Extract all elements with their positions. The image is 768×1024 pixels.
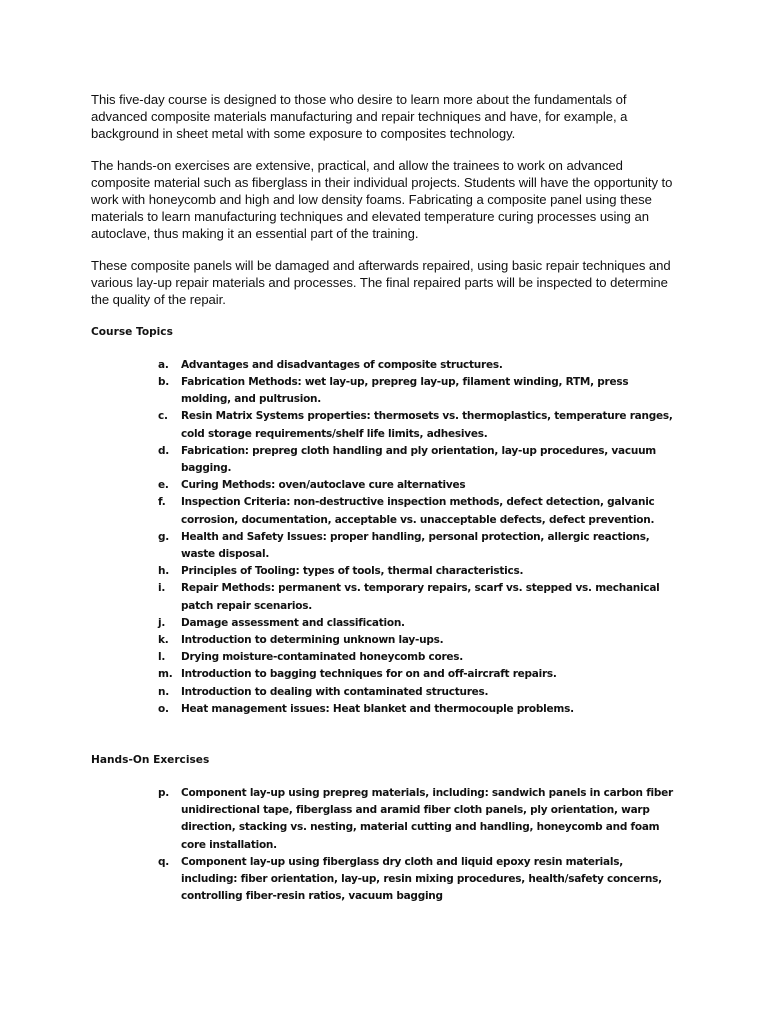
list-item-text: Introduction to determining unknown lay-ups. <box>181 634 444 647</box>
list-item-marker: q. <box>158 855 170 868</box>
list-item <box>158 632 681 649</box>
list-item-text: Repair Methods: permanent vs. temporary repairs, scarf vs. stepped vs. mechanical patch repair scenarios. <box>181 582 660 612</box>
list-item-marker: d. <box>158 444 170 457</box>
list-item-marker: l. <box>158 651 166 664</box>
list-item-text: Advantages and disadvantages of composite structures. <box>181 358 503 371</box>
list-item-text: Introduction to bagging techniques for on and off-aircraft repairs. <box>181 668 557 681</box>
intro-paragraph-2: The hands-on exercises are extensive, practical, and allow the trainees to work on advanced composite material such as fiberglass in their individual projects. Students will have the opportunity to work with honeycomb and high and low density foams. Fabricating a composite panel using these materials to learn manufacturing techniques and elevated temperature curing processes using an autoclave, thus making it an essential part of the training. <box>91 158 673 241</box>
list-item <box>158 615 681 632</box>
list-item-marker: f. <box>158 496 166 509</box>
list-item <box>158 494 681 528</box>
list-item-text: Introduction to dealing with contaminated structures. <box>181 685 489 698</box>
list-item-marker: i. <box>158 582 166 595</box>
list-item-text: Resin Matrix Systems properties: thermosets vs. thermoplastics, temperature ranges, cold storage requirements/shelf life limits, adhesives. <box>181 410 673 440</box>
list-item <box>158 563 681 580</box>
list-item-marker: p. <box>158 787 170 800</box>
list-item-marker: h. <box>158 565 169 578</box>
list-item <box>158 666 681 683</box>
list-item-text: Damage assessment and classification. <box>181 616 405 629</box>
list-item <box>158 580 681 614</box>
list-item <box>158 854 681 906</box>
list-item-marker: j. <box>158 616 166 629</box>
list-item <box>158 684 681 701</box>
list-item-text: Heat management issues: Heat blanket and thermocouple problems. <box>181 702 574 715</box>
list-item-text: Principles of Tooling: types of tools, thermal characteristics. <box>181 565 524 578</box>
course-topics-list <box>91 357 681 718</box>
list-item <box>158 649 681 666</box>
list-item-marker: o. <box>158 702 169 715</box>
list-item <box>158 477 681 494</box>
list-item-marker: k. <box>158 634 169 647</box>
intro-paragraph-3: These composite panels will be damaged and afterwards repaired, using basic repair techniques and various lay-up repair materials and processes. The final repaired parts will be inspected to determine the quality of the repair. <box>91 258 671 307</box>
list-item-text: Component lay-up using fiberglass dry cloth and liquid epoxy resin materials, including: fiber orientation, lay-up, resin mixing procedures, health/safety concerns, controlling fiber-resin ratios, vacuum bagging <box>181 855 662 903</box>
list-item-text: Inspection Criteria: non-destructive inspection methods, defect detection, galvanic corrosion, documentation, acceptable vs. unacceptable defects, defect prevention. <box>181 496 655 526</box>
list-item-text: Health and Safety Issues: proper handling, personal protection, allergic reactions, waste disposal. <box>181 530 650 560</box>
list-item <box>158 529 681 563</box>
hands-on-exercises-list <box>91 785 681 905</box>
intro-paragraph-1: This five-day course is designed to those who desire to learn more about the fundamentals of advanced composite materials manufacturing and repair techniques and have, for example, a background in sheet metal with some exposure to composites technology. <box>91 92 628 141</box>
list-item-text: Fabrication Methods: wet lay-up, prepreg lay-up, filament winding, RTM, press molding, and pultrusion. <box>181 375 629 406</box>
list-item-text: Curing Methods: oven/autoclave cure alternatives <box>181 479 466 492</box>
list-item <box>158 785 681 854</box>
hands-on-exercises-heading: Hands-On Exercises <box>91 754 210 767</box>
list-item-marker: e. <box>158 479 169 492</box>
list-item-marker: a. <box>158 358 169 371</box>
list-item-text: Drying moisture-contaminated honeycomb cores. <box>181 651 463 664</box>
list-item-marker: b. <box>158 375 170 388</box>
list-item-marker: n. <box>158 685 169 698</box>
list-item-marker: m. <box>158 668 173 681</box>
list-item-text: Component lay-up using prepreg materials, including: sandwich panels in carbon fiber unidirectional tape, fiberglass and aramid fiber cloth panels, ply orientation, warp direction, stacking vs. nesting, material cutting and handling, honeycomb and foam core installation. <box>181 787 673 851</box>
list-item <box>158 357 681 374</box>
list-item <box>158 408 681 442</box>
course-topics-heading: Course Topics <box>91 325 173 338</box>
document-page <box>91 92 681 905</box>
list-item-text: Fabrication: prepreg cloth handling and ply orientation, lay-up procedures, vacuum bagging. <box>181 444 656 474</box>
list-item-marker: g. <box>158 530 170 543</box>
list-item <box>158 443 681 477</box>
list-item <box>158 701 681 718</box>
list-item-marker: c. <box>158 410 168 423</box>
list-item <box>158 374 681 408</box>
